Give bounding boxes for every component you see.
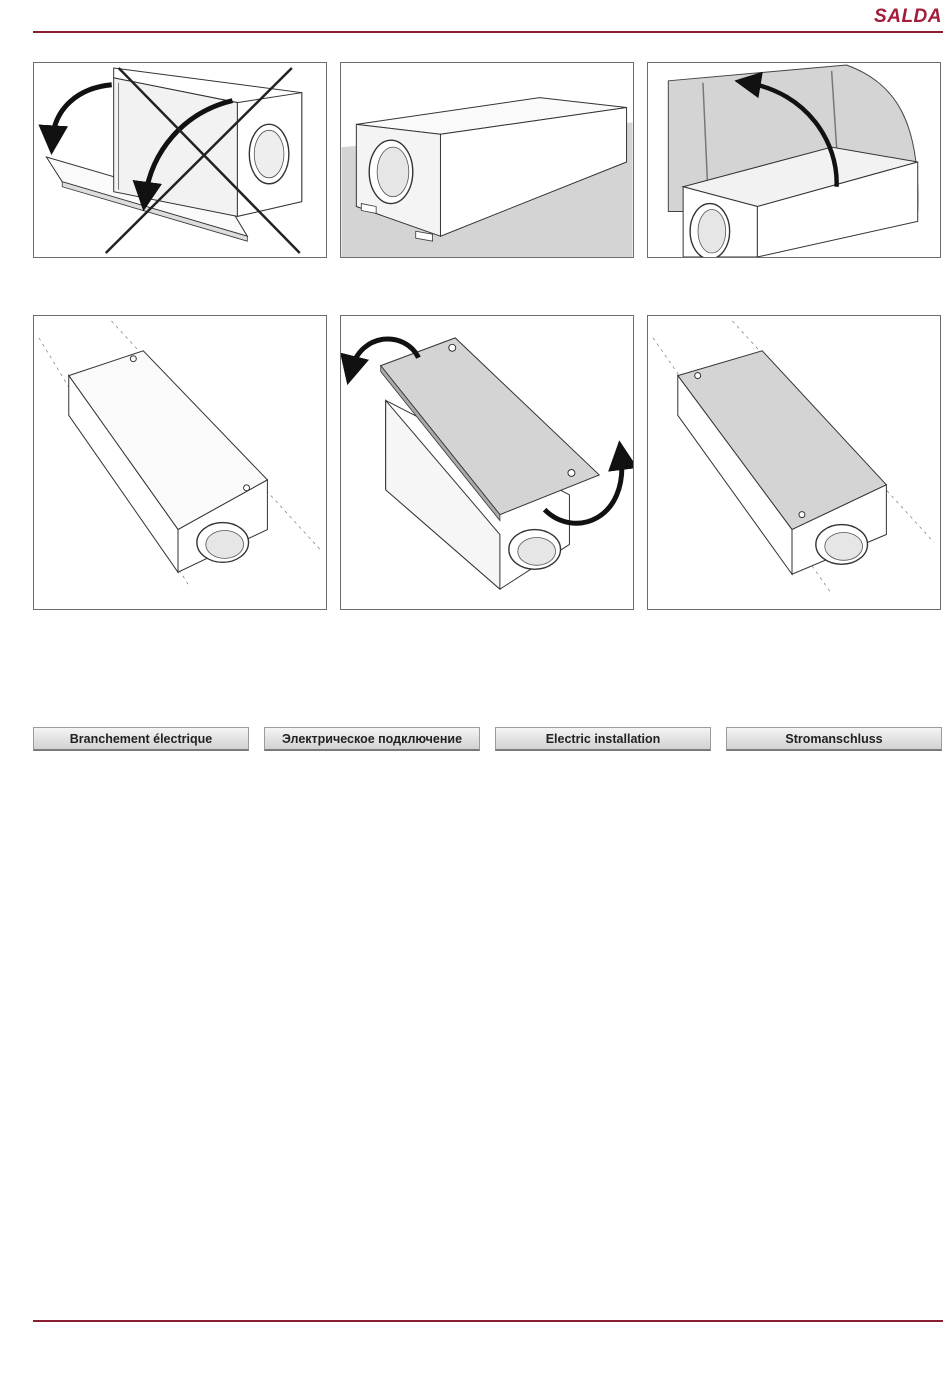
- crossed-out-wrong-opening-illustration: [34, 63, 326, 257]
- tab-elektricheskoe-podklyuchenie[interactable]: Электрическое подключение: [264, 727, 480, 751]
- figure-open-side-panel: [647, 62, 941, 258]
- tab-branchement-electrique[interactable]: Branchement électrique: [33, 727, 249, 751]
- figure-unit-on-floor: [340, 62, 634, 258]
- header-rule: [33, 31, 943, 33]
- figure-cover-removal-rotation: [340, 315, 634, 610]
- tab-electric-installation[interactable]: Electric installation: [495, 727, 711, 751]
- brand-logo: SALDA: [874, 6, 942, 27]
- figure-unit-cover-replaced: [647, 315, 941, 610]
- open-side-panel-illustration: [648, 63, 940, 257]
- unit-cover-replaced-illustration: [648, 316, 940, 609]
- figure-crossed-out-wrong-opening: [33, 62, 327, 258]
- unit-on-floor-illustration: [341, 63, 633, 257]
- cover-removal-rotation-illustration: [341, 316, 633, 609]
- figure-unit-cover-closed: [33, 315, 327, 610]
- unit-with-cover-closed-illustration: [34, 316, 326, 609]
- tab-stromanschluss[interactable]: Stromanschluss: [726, 727, 942, 751]
- footer-rule: [33, 1320, 943, 1322]
